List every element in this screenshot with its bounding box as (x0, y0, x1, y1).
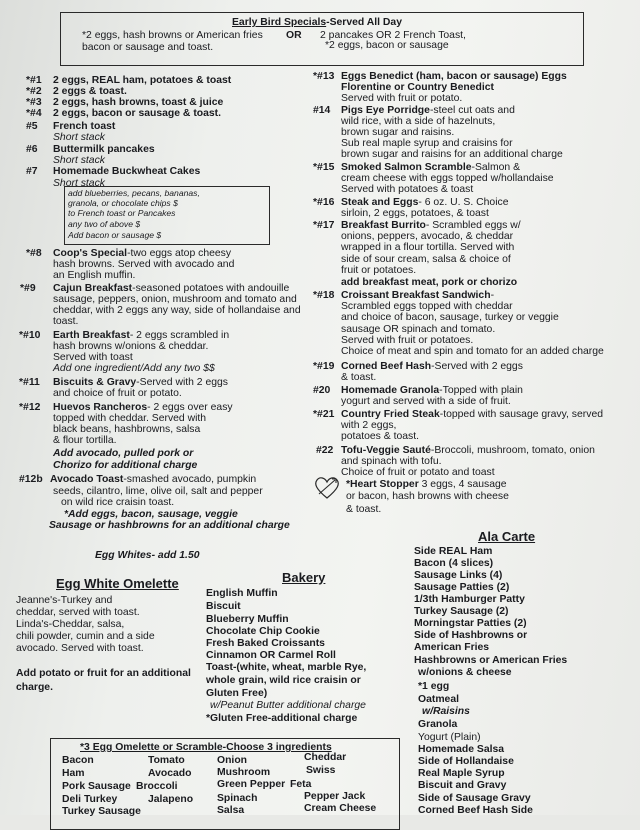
bakery-item: Blueberry Muffin (206, 614, 289, 625)
item-18-num: *#18 (313, 290, 335, 301)
item-15-line-2: cream cheese with eggs topped w/hollandaise (341, 173, 554, 184)
bakery-note-1: w/Peanut Butter additional charge (210, 700, 366, 711)
item-22-line-2: and spinach with tofu. (341, 456, 442, 467)
item-12b-num: #12b (19, 474, 43, 485)
item-19-line-2: & toast. (341, 372, 377, 383)
ala-carte-item: Oatmeal (418, 694, 460, 705)
heart-stopper-line-3: & toast. (346, 504, 382, 515)
item-10-num: *#10 (19, 330, 41, 341)
heart-icon (312, 474, 342, 500)
addon-line-2: granola, or chocolate chips $ (68, 198, 178, 208)
item-5-short-stack: Short stack (53, 132, 105, 143)
ala-carte-item: Side of Sausage Gravy (418, 793, 531, 804)
item-22-line-1: Tofu-Veggie Sauté-Broccoli, mushroom, tomato, onion (341, 445, 595, 456)
early-bird-left-2: bacon or sausage and toast. (82, 42, 214, 53)
item-14-line-1: Pigs Eye Porridge-steel cut oats and (341, 105, 515, 116)
item-2-num: *#2 (26, 86, 42, 97)
item-13-line-2: Florentine or Country Benedict (341, 82, 494, 93)
item-8-line-1: Coop's Special-two eggs atop cheesy (53, 248, 232, 259)
ala-carte-item: w/onions & cheese (418, 667, 512, 678)
item-12b-line-5: Sausage or hashbrowns for an additional charge (49, 520, 290, 531)
item-12b-line-4: *Add eggs, bacon, sausage, veggie (64, 509, 238, 520)
addon-line-3: to French toast or Pancakes (68, 208, 176, 218)
ala-carte-item: Side of Hollandaise (418, 756, 514, 767)
omelette-add-1: Add potato or fruit for an additional (16, 668, 191, 679)
ala-carte-item: Real Maple Syrup (418, 768, 505, 779)
item-22-line-3: Choice of fruit or potato and toast (341, 467, 495, 478)
item-12b-line-2: seeds, cilantro, lime, olive oil, salt and pepper (53, 486, 263, 497)
omelette-line-1: Jeanne's-Turkey and (16, 595, 113, 606)
item-5-text: French toast (53, 121, 116, 132)
item-9-line-1: Cajun Breakfast-seasoned potatoes with andouille (53, 283, 290, 294)
ala-carte-item: Sausage Patties (2) (414, 582, 510, 593)
scramble-title: *3 Egg Omelette or Scramble-Choose 3 ingredients (80, 742, 332, 753)
early-bird-title: Early Bird Specials-Served All Day (232, 17, 402, 28)
ala-carte-item: Biscuit and Gravy (418, 780, 507, 791)
scramble-ingredient: Spinach (217, 793, 258, 804)
item-4-text: 2 eggs, bacon or sausage & toast. (53, 108, 222, 119)
scramble-ingredient: Cream Cheese (304, 803, 377, 814)
item-6-text: Buttermilk pancakes (53, 144, 155, 155)
scramble-ingredient: Tomato (148, 755, 185, 766)
item-10-line-1: Earth Breakfast- 2 eggs scrambled in (53, 330, 230, 341)
item-1-num: *#1 (26, 75, 42, 86)
ala-carte-item: Side REAL Ham (414, 546, 493, 557)
item-17-num: *#17 (313, 220, 335, 231)
early-bird-left-1: *2 eggs, hash browns or American fries (82, 30, 263, 41)
item-13-num: *#13 (313, 71, 335, 82)
item-1-text: 2 eggs, REAL ham, potatoes & toast (53, 75, 232, 86)
ala-carte-item: Side of Hashbrowns or (414, 630, 528, 641)
item-10-line-4: Add one ingredient/Add any two $$ (53, 363, 215, 374)
item-15-num: *#15 (313, 162, 335, 173)
item-2-text: 2 eggs & toast. (53, 86, 127, 97)
omelette-line-5: avocado. Served with toast. (16, 643, 144, 654)
ala-carte-item: Yogurt (Plain) (418, 732, 481, 743)
omelette-title: Egg White Omelette (56, 576, 179, 591)
ala-carte-item: Sausage Links (4) (414, 570, 503, 581)
item-15-line-3: Served with potatoes & toast (341, 184, 474, 195)
scramble-ingredient: Onion (217, 755, 248, 766)
item-12-line-2: topped with cheddar. Served with (53, 413, 207, 424)
ala-carte-item: *1 egg (418, 681, 450, 692)
item-15-line-1: Smoked Salmon Scramble-Salmon & (341, 162, 521, 173)
item-18-line-3: and choice of bacon, sausage, turkey or veggie (341, 312, 559, 323)
scramble-ingredient: Jalapeno (148, 794, 194, 805)
item-8-line-3: an English muffin. (53, 270, 136, 281)
item-17-line-2: onions, peppers, avocado, & cheddar (341, 231, 514, 242)
ala-carte-item: Bacon (4 slices) (414, 558, 494, 569)
item-21-line-3: potatoes & toast. (341, 431, 419, 442)
item-12-num: *#12 (19, 402, 41, 413)
scramble-ingredient: Bacon (62, 755, 94, 766)
item-13-line-3: Served with fruit or potato. (341, 93, 463, 104)
heart-stopper-line-2: or bacon, hash browns with cheese (346, 491, 509, 502)
item-12-line-1: Huevos Rancheros- 2 eggs over easy (53, 402, 233, 413)
item-17-line-6: add breakfast meat, pork or chorizo (341, 277, 518, 288)
omelette-line-2: cheddar, served with toast. (16, 607, 140, 618)
item-16-num: *#16 (313, 197, 335, 208)
item-10-line-3: Served with toast (53, 352, 133, 363)
scramble-ingredient: Avocado (148, 768, 192, 779)
scramble-ingredient: Pepper Jack (304, 791, 366, 802)
item-5-num: #5 (26, 121, 38, 132)
early-bird-right-2: *2 eggs, bacon or sausage (325, 40, 449, 51)
item-17-line-1: Breakfast Burrito- Scrambled eggs w/ (341, 220, 521, 231)
item-21-line-1: Country Fried Steak-topped with sausage gravy, served (341, 409, 603, 420)
bakery-item: Toast-(white, wheat, marble Rye, (206, 662, 367, 673)
scramble-ingredient: Broccoli (136, 781, 178, 792)
bakery-item: Cinnamon OR Carmel Roll (206, 650, 336, 661)
item-6-num: #6 (26, 144, 38, 155)
omelette-line-3: Linda's-Cheddar, salsa, (16, 619, 125, 630)
item-8-num: *#8 (26, 248, 42, 259)
early-bird-or: OR (286, 30, 302, 41)
addon-line-1: add blueberries, pecans, bananas, (68, 188, 200, 198)
item-3-num: *#3 (26, 97, 42, 108)
bakery-item: Biscuit (206, 601, 241, 612)
item-19-line-1: Corned Beef Hash-Served with 2 eggs (341, 361, 523, 372)
item-9-num: *#9 (20, 283, 36, 294)
addon-line-4: any two of above $ (68, 219, 141, 229)
item-17-line-4: side of sour cream, salsa & choice of (341, 254, 511, 265)
item-17-line-3: wrapped in a flour tortilla. Served with (341, 242, 515, 253)
item-9-line-2: sausage, peppers, onion, mushroom and tomato and (53, 294, 297, 305)
item-14-line-5: brown sugar and raisins for an additional charge (341, 149, 563, 160)
scramble-ingredient: Ham (62, 768, 85, 779)
ala-carte-item: Granola (418, 719, 458, 730)
item-11-num: *#11 (19, 377, 40, 388)
ala-carte-item: Homemade Salsa (418, 744, 505, 755)
addon-line-5: Add bacon or sausage $ (68, 230, 162, 240)
item-17-line-5: fruit or potatoes. (341, 265, 417, 276)
ala-carte-item: Hashbrowns or American Fries (414, 655, 568, 666)
item-16-line-2: sirloin, 2 eggs, potatoes, & toast (341, 208, 489, 219)
bakery-title: Bakery (282, 570, 326, 585)
item-11-line-1: Biscuits & Gravy-Served with 2 eggs (53, 377, 229, 388)
bakery-item: Fresh Baked Croissants (206, 638, 325, 649)
ala-carte-item: 1/3th Hamburger Patty (414, 594, 525, 605)
item-18-line-4: sausage OR spinach and tomato. (341, 324, 496, 335)
bakery-item: Chocolate Chip Cookie (206, 626, 320, 637)
ala-carte-item: American Fries (414, 642, 490, 653)
item-20-line-1: Homemade Granola-Topped with plain (341, 385, 523, 396)
item-12-line-5: Add avocado, pulled pork or (53, 448, 194, 459)
item-9-line-3: cheddar, with 2 eggs any way, side of hollandaise and (53, 305, 301, 316)
scramble-ingredient: Salsa (217, 805, 245, 816)
item-19-num: *#19 (313, 361, 335, 372)
item-22-num: #22 (316, 445, 334, 456)
ala-carte-item: Corned Beef Hash Side (418, 805, 533, 816)
item-11-line-2: and choice of fruit or potato. (53, 388, 182, 399)
heart-stopper-line-1: *Heart Stopper 3 eggs, 4 sausage (346, 479, 507, 490)
bakery-item: whole grain, wild rice craisin or (206, 675, 361, 686)
item-12b-line-3: on wild rice craisin toast. (61, 497, 175, 508)
item-14-num: #14 (313, 105, 331, 116)
scramble-ingredient: Feta (290, 779, 312, 790)
scramble-ingredient: Swiss (306, 765, 336, 776)
item-20-line-2: yogurt and served with a side of fruit. (341, 396, 511, 407)
item-6-short-stack: Short stack (53, 155, 105, 166)
item-3-text: 2 eggs, hash browns, toast & juice (53, 97, 224, 108)
item-8-line-2: hash browns. Served with avocado and (53, 259, 235, 270)
scramble-ingredient: Pork Sausage (62, 781, 131, 792)
item-18-line-1: Croissant Breakfast Sandwich- (341, 290, 495, 301)
early-bird-right-1: 2 pancakes OR 2 French Toast, (320, 30, 466, 41)
scramble-ingredient: Green Pepper (217, 779, 286, 790)
bakery-item: Gluten Free) (206, 688, 268, 699)
item-12-line-3: black beans, hashbrowns, salsa (53, 424, 201, 435)
item-4-num: *#4 (26, 108, 42, 119)
omelette-line-4: chili powder, cumin and a side (16, 631, 155, 642)
item-12-line-4: & flour tortilla. (53, 435, 117, 446)
bakery-note-2: *Gluten Free-additional charge (206, 713, 358, 724)
item-10-line-2: hash browns w/onions & cheddar. (53, 341, 209, 352)
item-21-line-2: with 2 eggs, (341, 420, 397, 431)
item-12b-line-1: Avocado Toast-smashed avocado, pumpkin (50, 474, 257, 485)
item-7-text: Homemade Buckwheat Cakes (53, 166, 201, 177)
ala-carte-title: Ala Carte (478, 529, 536, 544)
omelette-add-2: charge. (16, 682, 53, 693)
scramble-ingredient: Deli Turkey (62, 794, 118, 805)
item-14-line-3: brown sugar and raisins. (341, 127, 455, 138)
item-7-num: #7 (26, 166, 38, 177)
item-18-line-2: Scrambled eggs topped with cheddar (341, 301, 513, 312)
scramble-ingredient: Cheddar (304, 752, 347, 763)
bakery-item: English Muffin (206, 588, 278, 599)
item-18-line-5: Served with fruit or potatoes. (341, 335, 474, 346)
scramble-ingredient: Mushroom (217, 767, 271, 778)
item-21-num: *#21 (313, 409, 335, 420)
ala-carte-item: Morningstar Patties (2) (414, 618, 527, 629)
scramble-ingredient: Turkey Sausage (62, 806, 141, 817)
item-16-line-1: Steak and Eggs- 6 oz. U. S. Choice (341, 197, 509, 208)
item-13-line-1: Eggs Benedict (ham, bacon or sausage) Eggs (341, 71, 567, 82)
item-7-short-stack: Short stack (53, 178, 105, 189)
item-14-line-2: wild rice, with a side of hazelnuts, (341, 116, 496, 127)
item-9-line-4: toast. (53, 316, 79, 327)
egg-whites-note: Egg Whites- add 1.50 (95, 550, 200, 561)
ala-carte-item: w/Raisins (422, 706, 470, 717)
item-14-line-4: Sub real maple syrup and craisins for (341, 138, 513, 149)
item-20-num: #20 (313, 385, 331, 396)
item-12-line-6: Chorizo for additional charge (53, 460, 198, 471)
ala-carte-item: Turkey Sausage (2) (414, 606, 509, 617)
item-18-line-6: Choice of meat and spin and tomato for an added charge (341, 346, 604, 357)
